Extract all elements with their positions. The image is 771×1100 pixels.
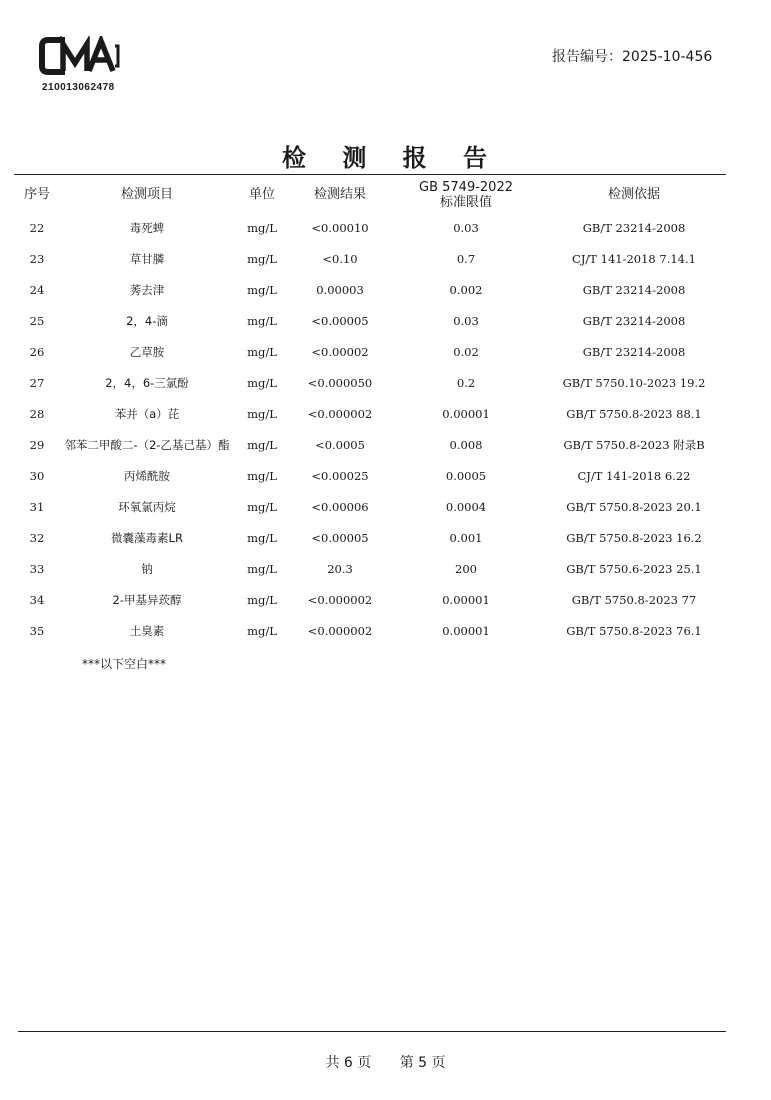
title-char: 测	[342, 144, 369, 172]
table-row	[14, 243, 726, 274]
cell-limit: 0.0004	[445, 499, 487, 514]
cell-seq: 25	[29, 313, 45, 328]
title-char: 告	[463, 144, 490, 172]
cell-item: 钠	[141, 561, 153, 576]
cell-basis: GB/T 5750.8-2023 20.1	[566, 499, 702, 514]
cell-result: <0.000002	[307, 406, 373, 421]
cell-basis: CJ/T 141-2018 7.14.1	[572, 251, 696, 266]
cell-limit: 0.03	[453, 313, 479, 328]
title-char: 报	[402, 144, 429, 172]
cell-unit: mg/L	[247, 282, 277, 297]
cell-item: 苯并（a）芘	[114, 406, 180, 421]
cell-result: 20.3	[327, 561, 353, 576]
cell-unit: mg/L	[247, 251, 277, 266]
cell-result: <0.00025	[311, 468, 369, 483]
cell-item: 环氧氯丙烷	[118, 499, 176, 514]
cell-unit: mg/L	[247, 561, 277, 576]
cell-unit: mg/L	[247, 468, 277, 483]
table-row	[14, 460, 726, 491]
table-row	[14, 367, 726, 398]
cell-result: <0.00010	[311, 220, 369, 235]
table-row	[14, 336, 726, 367]
cell-seq: 23	[29, 251, 45, 266]
table-row	[14, 491, 726, 522]
cell-unit: mg/L	[247, 592, 277, 607]
report-number: 报告编号：2025-10-456	[552, 49, 713, 65]
cell-limit: 0.03	[453, 220, 479, 235]
cell-basis: GB/T 5750.8-2023 16.2	[566, 530, 702, 545]
cell-result: <0.000050	[307, 375, 373, 390]
cell-limit: 200	[455, 561, 477, 576]
table-row	[14, 615, 726, 646]
cell-seq: 33	[29, 561, 45, 576]
table-row	[14, 553, 726, 584]
cell-basis: GB/T 23214-2008	[582, 313, 686, 328]
cell-item: 2-甲基异莰醇	[112, 592, 182, 607]
cell-basis: GB/T 5750.6-2023 25.1	[566, 561, 702, 576]
cell-seq: 27	[29, 375, 45, 390]
table-row	[14, 398, 726, 429]
cell-limit: 0.0005	[445, 468, 487, 483]
cell-basis: GB/T 23214-2008	[582, 220, 686, 235]
total-pages: 共 6 页	[325, 1055, 372, 1071]
cell-result: <0.00005	[311, 530, 369, 545]
cell-basis: GB/T 5750.8-2023 76.1	[566, 623, 702, 638]
cell-result: 0.00003	[316, 282, 364, 297]
cell-result: <0.00005	[311, 313, 369, 328]
cell-item: 莠去津	[129, 282, 165, 297]
title-char: 检	[281, 144, 308, 172]
cell-unit: mg/L	[247, 313, 277, 328]
cell-item: 微囊藻毒素LR	[111, 530, 183, 545]
cell-basis: GB/T 5750.8-2023 88.1	[566, 406, 702, 421]
cell-unit: mg/L	[247, 437, 277, 452]
cell-seq: 31	[29, 499, 45, 514]
cell-seq: 32	[29, 530, 45, 545]
current-page: 第 5 页	[399, 1055, 446, 1071]
cell-seq: 30	[29, 468, 45, 483]
col-header-result: 检测结果	[313, 187, 366, 202]
table-row	[14, 274, 726, 305]
table-row	[14, 212, 726, 243]
cell-result: <0.0005	[315, 437, 365, 452]
cell-basis: GB/T 5750.10-2023 19.2	[562, 375, 706, 390]
blank-below-note: ***以下空白***	[82, 657, 167, 671]
col-header-basis: 检测依据	[607, 187, 660, 202]
table-row	[14, 584, 726, 615]
cell-seq: 29	[29, 437, 45, 452]
cell-item: 2，4，6-三氯酚	[105, 375, 189, 390]
cell-result: <0.00002	[311, 344, 369, 359]
cma-logo-code: 210013062478	[42, 82, 115, 93]
cell-item: 丙烯酰胺	[124, 468, 170, 483]
footer-rule	[18, 1031, 726, 1032]
table-row	[14, 429, 726, 460]
cell-result: <0.000002	[307, 623, 373, 638]
cell-item: 草甘膦	[129, 251, 165, 266]
cell-seq: 34	[29, 592, 45, 607]
table-row	[14, 522, 726, 553]
cell-unit: mg/L	[247, 499, 277, 514]
cell-unit: mg/L	[247, 344, 277, 359]
cell-basis: GB/T 23214-2008	[582, 344, 686, 359]
cell-result: <0.10	[322, 251, 358, 266]
col-header-limit-standard: GB 5749-2022	[419, 179, 513, 195]
cell-unit: mg/L	[247, 220, 277, 235]
cell-seq: 28	[29, 406, 45, 421]
cell-result: <0.00006	[311, 499, 369, 514]
cell-seq: 24	[29, 282, 45, 297]
cell-limit: 0.00001	[442, 592, 490, 607]
results-table	[14, 177, 726, 646]
cell-unit: mg/L	[247, 530, 277, 545]
page-title	[0, 138, 771, 173]
cell-limit: 0.7	[456, 251, 476, 266]
cell-limit: 0.02	[453, 344, 479, 359]
cell-seq: 26	[29, 344, 45, 359]
cell-limit: 0.00001	[442, 406, 490, 421]
cell-limit: 0.001	[449, 530, 483, 545]
cell-limit: 0.002	[449, 282, 483, 297]
cell-limit: 0.2	[456, 375, 476, 390]
cell-basis: GB/T 5750.8-2023 附录B	[563, 437, 705, 452]
table-header-row	[14, 177, 726, 212]
cell-basis: CJ/T 141-2018 6.22	[577, 468, 691, 483]
table-row	[14, 305, 726, 336]
cell-seq: 35	[29, 623, 45, 638]
cell-seq: 22	[29, 220, 45, 235]
col-header-limit	[390, 177, 542, 212]
cell-unit: mg/L	[247, 375, 277, 390]
cell-result: <0.000002	[307, 592, 373, 607]
page-footer	[0, 1052, 771, 1072]
cell-item: 2，4-滴	[126, 313, 168, 328]
cell-limit: 0.00001	[442, 623, 490, 638]
cell-item: 邻苯二甲酸二-（2-乙基己基）酯	[64, 437, 230, 452]
cma-logo-graphic	[38, 36, 122, 82]
cell-unit: mg/L	[247, 623, 277, 638]
header-rule	[14, 174, 726, 175]
col-header-seq: 序号	[23, 187, 50, 202]
cell-basis: GB/T 5750.8-2023 77	[571, 592, 697, 607]
cell-item: 乙草胺	[129, 344, 165, 359]
cell-basis: GB/T 23214-2008	[582, 282, 686, 297]
col-header-limit-label: 标准限值	[439, 194, 492, 210]
col-header-item: 检测项目	[120, 187, 173, 202]
col-header-unit: 单位	[248, 187, 275, 202]
cell-item: 毒死蜱	[129, 220, 165, 235]
cell-item: 土臭素	[129, 623, 165, 638]
cell-limit: 0.008	[449, 437, 483, 452]
cell-unit: mg/L	[247, 406, 277, 421]
